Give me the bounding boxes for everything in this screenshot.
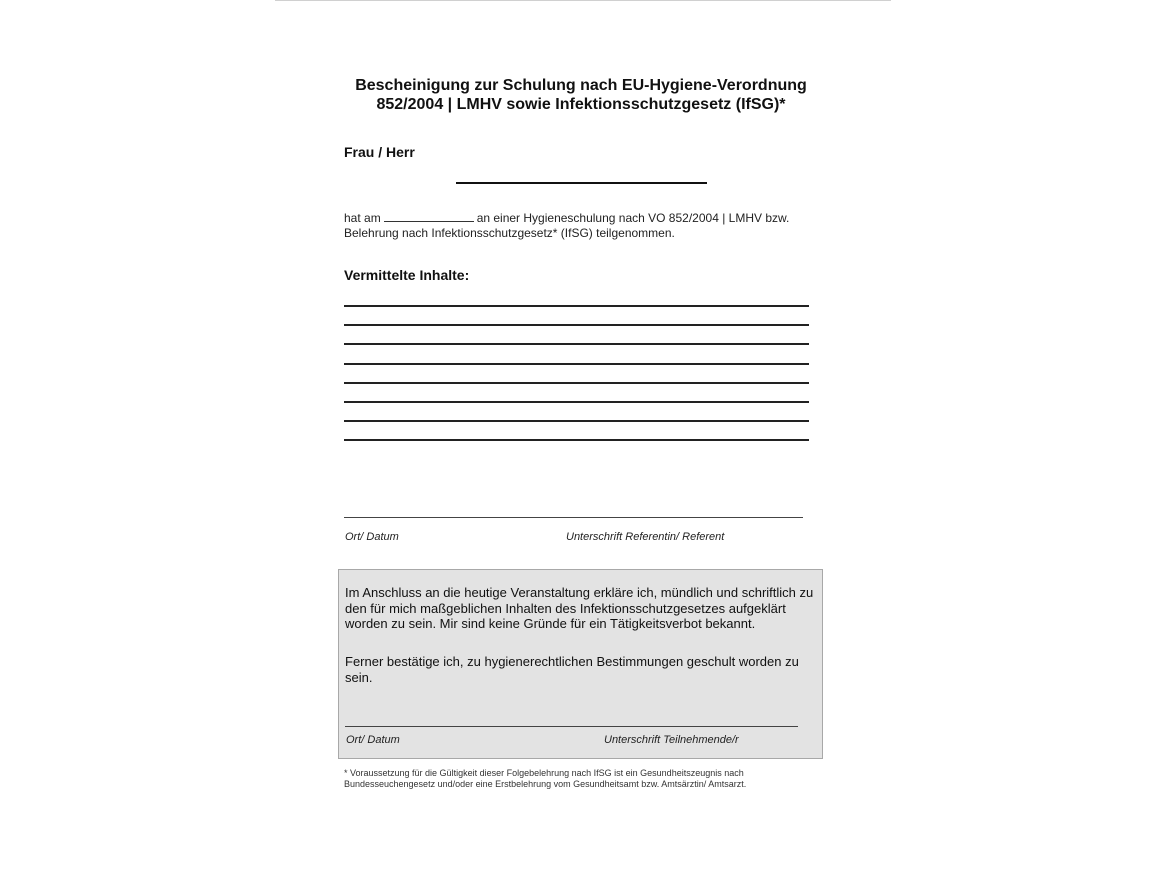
content-entry-line[interactable] xyxy=(344,363,809,365)
footnote-line-2: Bundesseuchengesetz und/oder eine Erstbelehrung vom Gesundheitsamt bzw. Amtsärztin/ Amtsarzt. xyxy=(344,779,747,789)
title-line-1: Bescheinigung zur Schulung nach EU-Hygiene-Verordnung xyxy=(355,77,807,94)
referent-date-label: Ort/ Datum xyxy=(345,531,399,543)
date-entry-blank[interactable] xyxy=(384,211,474,222)
footnote-line-1: * Voraussetzung für die Gültigkeit dieser Folgebelehrung nach IfSG ist ein Gesundheitszeugnis nach xyxy=(344,768,744,778)
participant-signature-line[interactable] xyxy=(345,726,798,727)
attendance-line-2: Belehrung nach Infektionsschutzgesetz* (IfSG) teilgenommen. xyxy=(344,226,675,240)
footnote xyxy=(344,768,824,790)
name-entry-line[interactable] xyxy=(456,182,707,184)
content-entry-line[interactable] xyxy=(344,343,809,345)
attendance-prefix: hat am xyxy=(344,211,381,225)
title-line-2: 852/2004 | LMHV sowie Infektionsschutzgesetz (IfSG)* xyxy=(376,96,786,113)
participant-date-label: Ort/ Datum xyxy=(346,734,400,746)
referent-signature-line[interactable] xyxy=(344,517,803,518)
content-entry-line[interactable] xyxy=(344,324,809,326)
attendance-statement xyxy=(344,211,824,241)
document-title xyxy=(330,76,832,114)
content-entry-line[interactable] xyxy=(344,439,809,441)
content-entry-line[interactable] xyxy=(344,420,809,422)
content-heading: Vermittelte Inhalte: xyxy=(344,267,470,283)
participant-signature-label: Unterschrift Teilnehmende/r xyxy=(604,734,739,746)
salutation-label: Frau / Herr xyxy=(344,144,415,160)
content-entry-line[interactable] xyxy=(344,305,809,307)
content-entry-line[interactable] xyxy=(344,382,809,384)
declaration-paragraph-1: Im Anschluss an die heutige Veranstaltung erkläre ich, mündlich und schriftlich zu den für mich maßgeblichen Inhalten des Infektionsschutzgesetzes aufgeklärt worden zu sein. Mir sind keine Gründe für ein Tätigkeitsverbot bekannt. xyxy=(345,585,814,631)
declaration-paragraph-2: Ferner bestätige ich, zu hygienerechtlichen Bestimmungen geschult worden zu sein. xyxy=(345,654,799,685)
attendance-line-1 xyxy=(344,211,824,226)
attendance-line-1-rest: an einer Hygieneschulung nach VO 852/2004 | LMHV bzw. xyxy=(476,211,790,225)
content-entry-lines xyxy=(344,305,809,459)
participant-declaration-box xyxy=(338,569,823,759)
content-entry-line[interactable] xyxy=(344,401,809,403)
referent-signature-label: Unterschrift Referentin/ Referent xyxy=(566,531,725,543)
